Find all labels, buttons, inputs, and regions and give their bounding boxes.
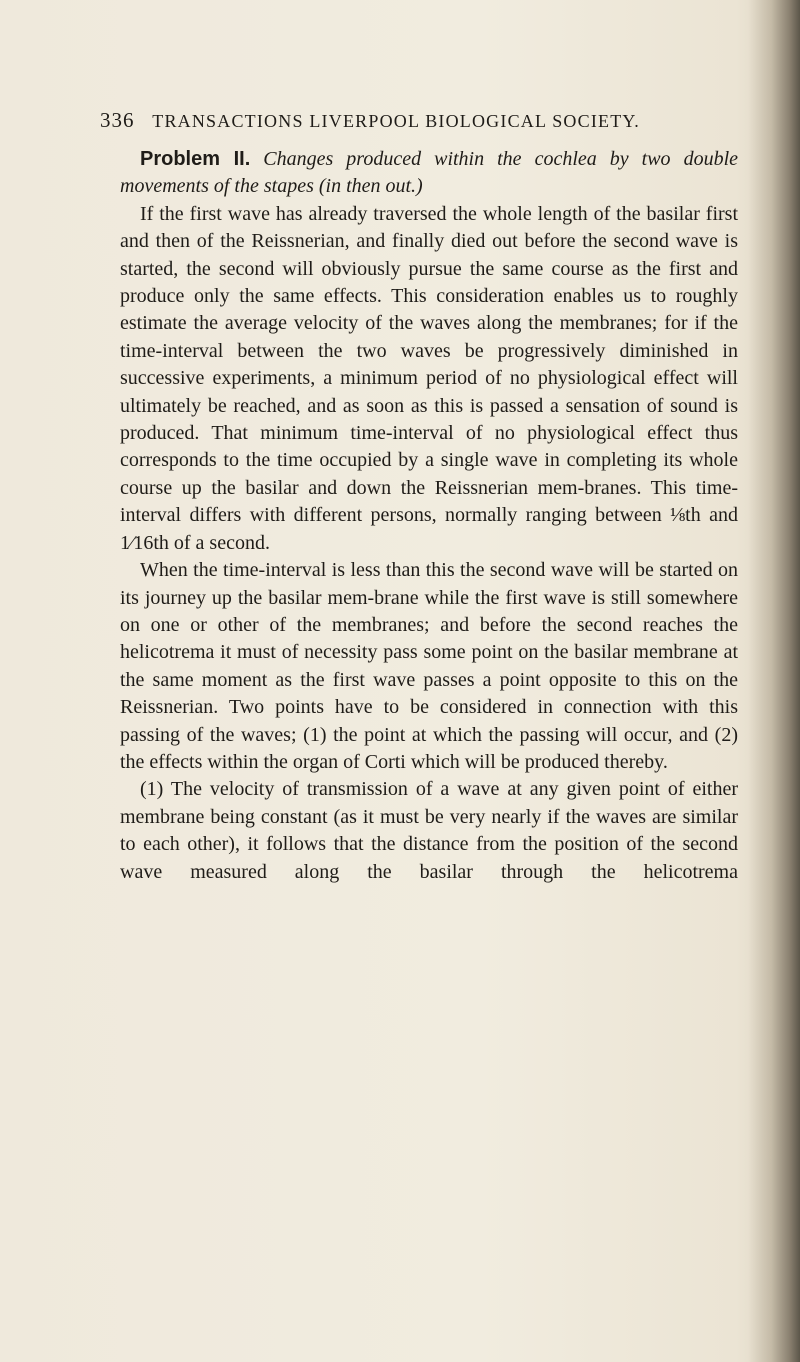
running-header [100,108,740,133]
paragraph-2: When the time-interval is less than this the second wave will be started on its journey up the basilar mem-brane while the first wave is still somewhere on one or other of the membranes; and before the second reaches the helicotrema it must of necessity pass some point on the basilar membrane at the same moment as the first wave passes a point opposite to this on the Reissnerian. Two points have to be considered in connection with this passing of the waves; (1) the point at which the passing will occur, and (2) the effects within the organ of Corti which will be produced thereby. [120,559,738,773]
page-number: 336 [100,108,135,132]
problem-heading [120,146,738,201]
page-gutter-shadow [748,0,800,1362]
paragraph-1: If the first wave has already traversed the whole length of the basilar first and then of the Reissnerian, and finally died out before the second wave is started, the second will obviously pursue the same course as the first and produce only the same effects. This consideration enables us to roughly estimate the average velocity of the waves along the membranes; for if the time-interval between the two waves be progressively diminished in successive experiments, a minimum period of no physiological effect will ultimately be reached, and as soon as this is passed a sensation of sound is produced. That minimum time-interval of no physiological effect thus corresponds to the time occupied by a single wave in completing its whole course up the basilar and down the Reissnerian mem-branes. This time-interval differs with different persons, normally ranging between ⅛th and 1⁄16th of a second. [120,202,738,554]
problem-title: Changes produced within the cochlea by two double movements of the stapes (in then out.) [120,148,738,198]
paragraph-3: (1) The velocity of transmission of a wave at any given point of either membrane being constant (as it must be very nearly if the waves are similar to each other), it follows that the distance from the position of the second wave measured along the basilar through the helicotrema [120,778,738,883]
page-body [120,146,738,886]
running-title: TRANSACTIONS LIVERPOOL BIOLOGICAL SOCIETY. [152,111,640,131]
problem-label: Problem II. [140,148,251,170]
